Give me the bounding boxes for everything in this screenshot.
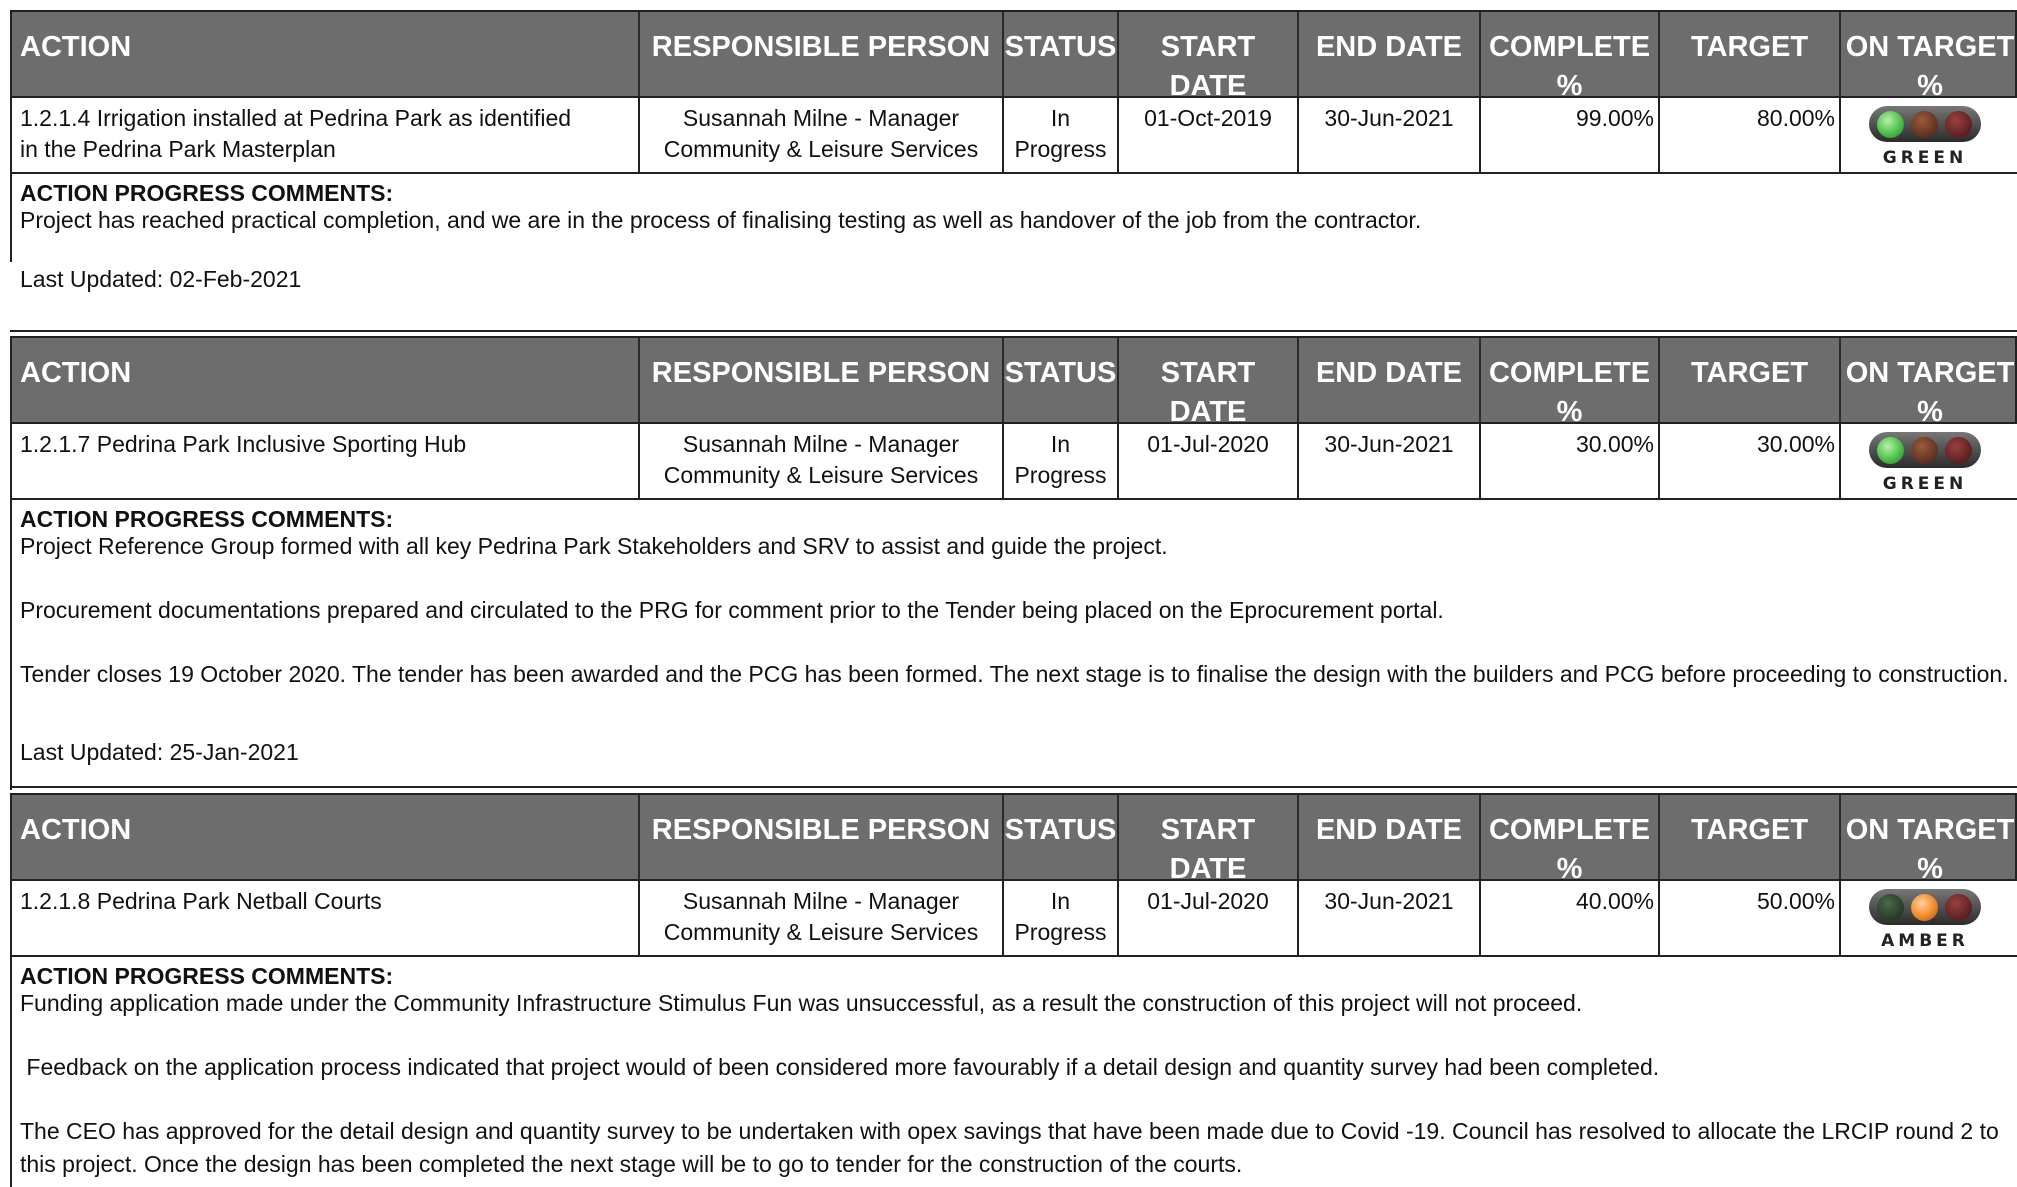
header-responsible-person: RESPONSIBLE PERSON — [638, 338, 1002, 422]
comment-text: Tender closes 19 October 2020. The tender has been awarded and the PCG has been formed. The next stage is to finalise the design with the builders and PCG before proceeding to construction. — [20, 661, 2009, 687]
responsible-person: Susannah Milne - Manager Community & Leisure Services — [638, 424, 1002, 498]
comments-label: ACTION PROGRESS COMMENTS: — [20, 506, 394, 532]
end-date: 30-Jun-2021 — [1297, 881, 1479, 955]
header-status: STATUS — [1002, 795, 1117, 879]
header-on-target: ON TARGET % — [1839, 338, 2017, 422]
comment-text: Project has reached practical completion, and we are in the process of finalising testing as well as handover of the job from the contractor. — [20, 207, 1422, 233]
last-updated: Last Updated: 25-Jan-2021 — [20, 739, 299, 765]
header-end-date: END DATE — [1297, 12, 1479, 96]
header-status: STATUS — [1002, 338, 1117, 422]
header-action: ACTION — [20, 814, 132, 846]
target-percent: 30.00% — [1658, 424, 1839, 498]
responsible-person: Susannah Milne - Manager Community & Leisure Services — [638, 98, 1002, 172]
on-target-indicator — [1839, 881, 2017, 955]
header-responsible-person: RESPONSIBLE PERSON — [638, 12, 1002, 96]
comment-text: Feedback on the application process indicated that project would of been considered more favourably if a detail design and quantity survey had been completed. — [20, 1054, 1660, 1080]
comment-text: Funding application made under the Community Infrastructure Stimulus Fun was unsuccessful, as a result the construction of this project will not proceed. — [20, 990, 1583, 1016]
end-date: 30-Jun-2021 — [1297, 424, 1479, 498]
table-header — [10, 336, 2017, 428]
comments-label: ACTION PROGRESS COMMENTS: — [20, 963, 394, 989]
complete-percent: 99.00% — [1479, 98, 1658, 172]
header-target: TARGET — [1658, 338, 1839, 422]
header-start-date: START DATE — [1117, 12, 1297, 96]
traffic-light-icon — [1869, 889, 1981, 949]
action-name: 1.2.1.8 Pedrina Park Netball Courts — [20, 888, 382, 914]
comments-block — [10, 500, 2017, 790]
action-name: 1.2.1.4 Irrigation installed at Pedrina Park as identified in the Pedrina Park Masterplan — [20, 105, 572, 162]
comments-label: ACTION PROGRESS COMMENTS: — [20, 180, 394, 206]
header-complete: COMPLETE % — [1479, 795, 1658, 879]
status: In Progress — [1002, 881, 1117, 955]
action-name: 1.2.1.7 Pedrina Park Inclusive Sporting Hub — [20, 431, 467, 457]
comment-text: The CEO has approved for the detail design and quantity survey to be undertaken with opex savings that have been made due to Covid -19. Council has resolved to allocate the LRCIP round 2 to this project. Once the design has been completed the next stage will be to go to tender for the construction of the courts. — [20, 1118, 1999, 1177]
header-responsible-person: RESPONSIBLE PERSON — [638, 795, 1002, 879]
header-status: STATUS — [1002, 12, 1117, 96]
header-complete: COMPLETE % — [1479, 338, 1658, 422]
table-row — [10, 424, 2017, 500]
last-updated: Last Updated: 02-Feb-2021 — [20, 266, 302, 292]
responsible-person: Susannah Milne - Manager Community & Leisure Services — [638, 881, 1002, 955]
header-target: TARGET — [1658, 795, 1839, 879]
indicator-label: GREEN — [1882, 474, 1968, 494]
header-end-date: END DATE — [1297, 338, 1479, 422]
indicator-label: AMBER — [1881, 931, 1969, 951]
header-on-target: ON TARGET % — [1839, 795, 2017, 879]
start-date: 01-Jul-2020 — [1117, 881, 1297, 955]
comment-text: Project Reference Group formed with all key Pedrina Park Stakeholders and SRV to assist and guide the project. — [20, 533, 1168, 559]
comment-text: Procurement documentations prepared and circulated to the PRG for comment prior to the Tender being placed on the Eprocurement portal. — [20, 597, 1444, 623]
header-action: ACTION — [20, 357, 132, 389]
header-on-target: ON TARGET % — [1839, 12, 2017, 96]
status: In Progress — [1002, 424, 1117, 498]
table-header — [10, 10, 2017, 102]
on-target-indicator — [1839, 424, 2017, 498]
traffic-light-icon — [1869, 432, 1981, 492]
end-date: 30-Jun-2021 — [1297, 98, 1479, 172]
table-row — [10, 98, 2017, 174]
table-header — [10, 793, 2017, 885]
header-complete: COMPLETE % — [1479, 12, 1658, 96]
section-divider — [10, 786, 2017, 788]
complete-percent: 30.00% — [1479, 424, 1658, 498]
complete-percent: 40.00% — [1479, 881, 1658, 955]
header-action: ACTION — [20, 31, 132, 63]
on-target-indicator — [1839, 98, 2017, 172]
status: In Progress — [1002, 98, 1117, 172]
target-percent: 80.00% — [1658, 98, 1839, 172]
start-date: 01-Jul-2020 — [1117, 424, 1297, 498]
comments-block — [10, 957, 2017, 1187]
header-start-date: START DATE — [1117, 795, 1297, 879]
header-end-date: END DATE — [1297, 795, 1479, 879]
indicator-label: GREEN — [1882, 148, 1968, 168]
traffic-light-icon — [1869, 106, 1981, 166]
header-start-date: START DATE — [1117, 338, 1297, 422]
table-row — [10, 881, 2017, 957]
header-target: TARGET — [1658, 12, 1839, 96]
section-divider — [10, 330, 2017, 332]
target-percent: 50.00% — [1658, 881, 1839, 955]
start-date: 01-Oct-2019 — [1117, 98, 1297, 172]
comments-block — [10, 174, 2017, 292]
